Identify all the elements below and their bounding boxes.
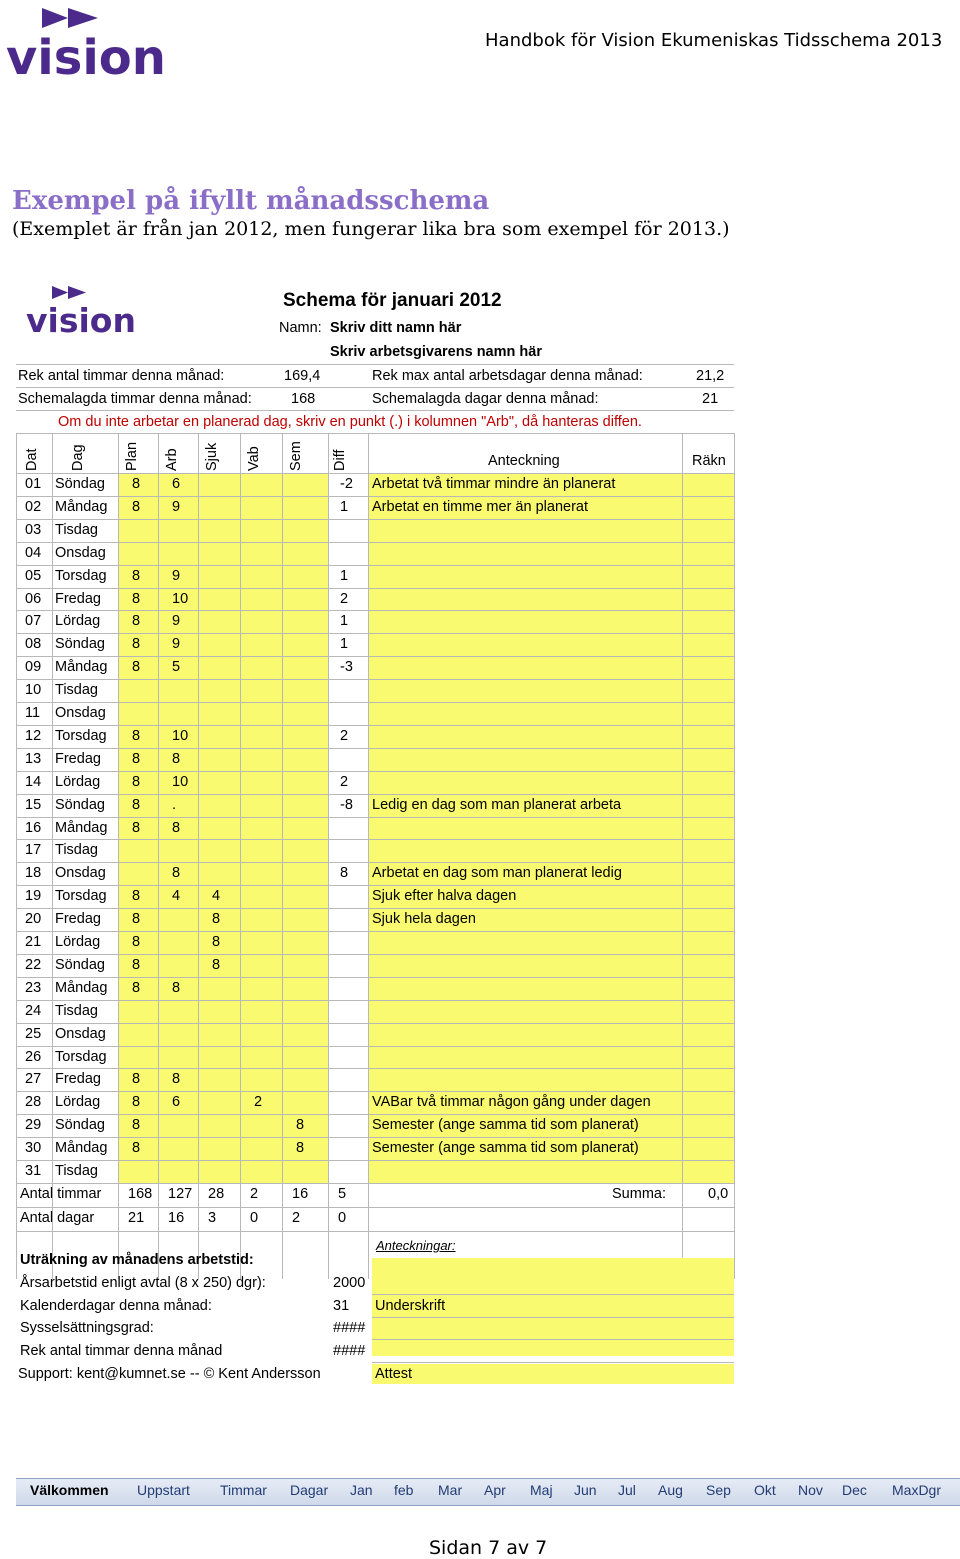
row-line	[16, 656, 734, 657]
cell-note: Sjuk hela dagen	[372, 911, 476, 928]
row-line	[16, 610, 734, 611]
cell-dag: Lördag	[55, 1094, 101, 1111]
column-header-dag: Dag	[70, 444, 86, 471]
cell-plan: 8	[132, 956, 141, 973]
sheet-tab-sep[interactable]: Sep	[706, 1482, 731, 1498]
column-line	[282, 433, 283, 1279]
row-line	[16, 702, 734, 703]
cell-diff: 1	[340, 613, 349, 630]
cell-dat: 01	[25, 476, 42, 492]
cell-plan: 8	[132, 911, 141, 928]
sheet-tab-dagar[interactable]: Dagar	[290, 1482, 329, 1498]
column-line	[328, 433, 329, 1279]
row-line	[16, 885, 734, 886]
cell-dat: 15	[25, 796, 42, 813]
column-line	[682, 433, 683, 1279]
column-line	[240, 433, 241, 1279]
name-value: Skriv ditt namn här	[330, 320, 462, 336]
row-line	[16, 565, 734, 566]
total-line	[16, 1207, 734, 1208]
cell-dat: 17	[25, 842, 42, 859]
cell-note: Sjuk efter halva dagen	[372, 888, 517, 905]
cell-dag: Måndag	[55, 1140, 108, 1157]
cell-arb: 9	[172, 636, 181, 653]
row-line	[16, 633, 734, 634]
sheet-tab-uppstart[interactable]: Uppstart	[137, 1482, 190, 1498]
cell-dag: Tisdag	[55, 842, 98, 859]
summa-label: Summa:	[612, 1185, 666, 1202]
cell-arb: 8	[172, 1071, 181, 1088]
sheet-tab-nov[interactable]: Nov	[798, 1482, 823, 1498]
input-area-notes	[368, 473, 734, 1183]
cell-plan: 8	[132, 796, 141, 813]
column-header-sem: Sem	[288, 441, 304, 471]
cell-dat: 16	[25, 819, 42, 836]
cell-dag: Lördag	[55, 934, 101, 950]
vision-logo	[6, 6, 166, 83]
column-header-sjuk: Sjuk	[204, 442, 220, 471]
column-header-dat: Dat	[24, 448, 40, 471]
sheet-tab-apr[interactable]: Apr	[484, 1482, 506, 1498]
column-header-anteckning: Anteckning	[488, 453, 560, 469]
total-vab: 0	[250, 1209, 259, 1226]
cell-note: Semester (ange samma tid som planerat)	[372, 1117, 639, 1134]
cell-diff: 1	[340, 567, 349, 584]
sheet-tab-välkommen[interactable]: Välkommen	[30, 1482, 109, 1498]
cell-dag: Måndag	[55, 819, 108, 836]
column-line	[52, 433, 53, 1279]
row-line	[16, 1114, 734, 1115]
cell-arb: 8	[172, 819, 181, 836]
cell-dat: 22	[25, 956, 42, 973]
cell-plan: 8	[132, 498, 141, 515]
calc-label: Kalenderdagar denna månad:	[20, 1297, 212, 1314]
column-line	[118, 433, 119, 1279]
cell-arb: 10	[172, 773, 189, 790]
scheduled-hours-value: 168	[291, 391, 316, 407]
cell-dat: 28	[25, 1094, 42, 1111]
row-line	[16, 588, 734, 589]
cell-plan: 8	[132, 613, 141, 630]
column-header-vab: Vab	[246, 446, 262, 471]
cell-dag: Torsdag	[55, 727, 107, 744]
row-line	[16, 1160, 734, 1161]
calc-value: 31	[333, 1297, 350, 1314]
scheduled-days-value: 21	[702, 391, 719, 407]
svg-text:vision: vision	[6, 30, 166, 78]
sheet-tab-feb[interactable]: feb	[394, 1482, 414, 1498]
sheet-tab-maj[interactable]: Maj	[530, 1482, 553, 1498]
cell-diff: 2	[340, 727, 349, 744]
cell-dat: 19	[25, 888, 42, 905]
calc-value: 2000	[333, 1274, 366, 1291]
total-vab: 2	[250, 1185, 259, 1202]
calc-label: Sysselsättningsgrad:	[20, 1320, 154, 1337]
total-plan: 168	[128, 1185, 153, 1202]
calc-title: Uträkning av månadens arbetstid:	[20, 1251, 254, 1268]
column-line	[734, 433, 735, 1279]
total-arb: 127	[168, 1185, 193, 1202]
row-line	[16, 1068, 734, 1069]
cell-plan: 8	[132, 979, 141, 996]
sheet-tab-timmar[interactable]: Timmar	[220, 1482, 267, 1498]
row-line	[16, 542, 734, 543]
cell-dat: 24	[25, 1002, 42, 1019]
cell-dat: 10	[25, 682, 42, 699]
cell-vab: 2	[254, 1094, 263, 1111]
row-line	[16, 771, 734, 772]
cell-note: Arbetat en dag som man planerat ledig	[372, 865, 622, 882]
rek-hours-value: 169,4	[284, 368, 321, 384]
cell-dat: 25	[25, 1025, 42, 1042]
column-header-plan: Plan	[124, 441, 140, 471]
cell-dat: 14	[25, 773, 42, 790]
sheet-tab-jun[interactable]: Jun	[574, 1482, 597, 1498]
cell-note: VABar två timmar någon gång under dagen	[372, 1094, 651, 1111]
cell-sjuk: 8	[212, 911, 221, 928]
cell-dat: 02	[25, 498, 42, 515]
cell-dag: Tisdag	[55, 521, 98, 538]
cell-plan: 8	[132, 773, 141, 790]
cell-dag: Onsdag	[55, 705, 106, 721]
input-area-hours	[118, 473, 328, 1183]
cell-dat: 31	[25, 1163, 42, 1179]
row-line	[16, 519, 734, 520]
row-line	[16, 908, 734, 909]
column-line	[158, 433, 159, 1279]
total-plan: 21	[128, 1209, 145, 1226]
cell-arb: 8	[172, 979, 181, 996]
cell-dat: 04	[25, 544, 42, 561]
total-label: Antal dagar	[20, 1209, 95, 1226]
cell-plan: 8	[132, 590, 141, 607]
cell-arb: 9	[172, 498, 181, 515]
cell-arb: 4	[172, 888, 181, 905]
row-line	[16, 862, 734, 863]
row-line	[16, 1000, 734, 1001]
cell-dag: Torsdag	[55, 888, 107, 905]
total-line	[16, 1231, 734, 1232]
sheet-title: Schema för januari 2012	[283, 290, 502, 311]
row-line	[16, 679, 734, 680]
header-line	[16, 433, 734, 434]
row-line	[16, 1137, 734, 1138]
cell-sjuk: 8	[212, 956, 221, 973]
cell-plan: 8	[132, 567, 141, 584]
calc-label: Rek antal timmar denna månad	[20, 1343, 223, 1359]
cell-arb: 10	[172, 727, 189, 744]
cell-dat: 29	[25, 1117, 42, 1134]
scheduled-hours-label: Schemalagda timmar denna månad:	[18, 391, 252, 407]
lower-line	[372, 1317, 734, 1318]
sheet-vision-logo	[26, 286, 138, 341]
cell-dag: Fredag	[55, 750, 101, 767]
header-title: Handbok för Vision Ekumeniskas Tidsschema 2013	[485, 30, 943, 51]
column-line	[368, 433, 369, 1279]
row-line	[16, 839, 734, 840]
total-label: Antal timmar	[20, 1185, 102, 1202]
cell-diff: -2	[340, 476, 353, 492]
row-line	[16, 1046, 734, 1047]
column-header-rakn: Räkn	[692, 453, 726, 469]
cell-diff: 8	[340, 865, 349, 882]
cell-dag: Söndag	[55, 636, 105, 653]
cell-dag: Måndag	[55, 659, 108, 676]
sheet-tab-okt[interactable]: Okt	[754, 1482, 776, 1498]
name-label: Namn:	[279, 320, 322, 336]
lower-line	[372, 1294, 734, 1295]
cell-dag: Lördag	[55, 773, 101, 790]
anteckningar-label: Anteckningar:	[376, 1237, 456, 1253]
underskrift-label: Underskrift	[375, 1297, 446, 1314]
total-sem: 16	[292, 1185, 309, 1202]
cell-dag: Onsdag	[55, 865, 106, 882]
cell-dat: 13	[25, 750, 42, 767]
cell-dat: 08	[25, 636, 42, 653]
row-line	[16, 748, 734, 749]
total-sjuk: 28	[208, 1185, 225, 1202]
cell-diff: 1	[340, 636, 349, 653]
cell-plan: 8	[132, 1117, 141, 1134]
cell-arb: 6	[172, 476, 181, 492]
employer-name: Skriv arbetsgivarens namn här	[330, 344, 542, 360]
page-footer: Sidan 7 av 7	[429, 1537, 548, 1559]
cell-dat: 26	[25, 1048, 42, 1065]
cell-dat: 12	[25, 727, 42, 744]
cell-dat: 18	[25, 865, 42, 882]
total-sem: 2	[292, 1209, 301, 1226]
cell-arb: 9	[172, 567, 181, 584]
column-line	[16, 433, 17, 1279]
cell-plan: 8	[132, 1140, 141, 1157]
cell-dag: Söndag	[55, 476, 105, 492]
sheet-tab-jan[interactable]: Jan	[350, 1482, 373, 1498]
summa-value: 0,0	[708, 1185, 729, 1202]
cell-diff: 2	[340, 590, 349, 607]
cell-arb: 6	[172, 1094, 181, 1111]
cell-note: Semester (ange samma tid som planerat)	[372, 1140, 639, 1157]
column-line	[198, 433, 199, 1279]
cell-sjuk: 4	[212, 888, 221, 905]
cell-note: Arbetat två timmar mindre än planerat	[372, 476, 616, 492]
scheduled-days-label: Schemalagda dagar denna månad:	[372, 391, 599, 407]
cell-dag: Tisdag	[55, 1002, 98, 1019]
support-text: Support: kent@kumnet.se -- © Kent Andersson	[18, 1365, 321, 1382]
max-days-value: 21,2	[696, 368, 725, 384]
cell-dag: Torsdag	[55, 1048, 107, 1065]
cell-dat: 09	[25, 659, 42, 676]
cell-dag: Söndag	[55, 956, 105, 973]
row-line	[16, 496, 734, 497]
row-line	[16, 1091, 734, 1092]
cell-arb: 5	[172, 659, 181, 676]
cell-sem: 8	[296, 1117, 305, 1134]
row-line	[16, 473, 734, 474]
cell-arb: 8	[172, 865, 181, 882]
document-title: Exempel på ifyllt månadsschema	[12, 186, 490, 216]
cell-plan: 8	[132, 636, 141, 653]
cell-diff: -8	[340, 796, 353, 813]
cell-dag: Lördag	[55, 613, 101, 630]
cell-arb: 10	[172, 590, 189, 607]
rek-hours-label: Rek antal timmar denna månad:	[18, 368, 225, 384]
cell-plan: 8	[132, 1071, 141, 1088]
cell-dat: 11	[25, 705, 41, 721]
cell-dat: 07	[25, 613, 42, 630]
cell-plan: 8	[132, 659, 141, 676]
total-arb: 16	[168, 1209, 185, 1226]
document-subtitle: (Exemplet är från jan 2012, men fungerar lika bra som exempel för 2013.)	[12, 218, 730, 240]
cell-dat: 23	[25, 979, 42, 996]
row-line	[16, 1023, 734, 1024]
cell-dat: 05	[25, 567, 42, 584]
cell-diff: 2	[340, 773, 349, 790]
row-line	[16, 931, 734, 932]
calc-value: ####	[333, 1320, 366, 1337]
attest-area	[372, 1364, 734, 1384]
cell-dat: 21	[25, 934, 42, 950]
svg-text:vision: vision	[26, 301, 136, 336]
cell-dag: Fredag	[55, 911, 101, 928]
row-line	[16, 954, 734, 955]
cell-dag: Fredag	[55, 1071, 101, 1088]
sheet-tab-maxdgr[interactable]: MaxDgr	[892, 1482, 942, 1498]
cell-sjuk: 8	[212, 934, 221, 950]
total-diff: 5	[338, 1185, 347, 1202]
cell-dat: 20	[25, 911, 42, 928]
cell-diff: 1	[340, 498, 349, 515]
calc-label: Årsarbetstid enligt avtal (8 x 250) dgr):	[20, 1274, 266, 1291]
sheet-tab-mar[interactable]: Mar	[438, 1482, 463, 1498]
cell-dat: 27	[25, 1071, 42, 1088]
cell-plan: 8	[132, 1094, 141, 1111]
row-line	[16, 1183, 734, 1184]
sheet-tab-dec[interactable]: Dec	[842, 1482, 867, 1498]
cell-dag: Fredag	[55, 590, 101, 607]
cell-dag: Måndag	[55, 498, 108, 515]
lower-line	[372, 1339, 734, 1340]
cell-plan: 8	[132, 888, 141, 905]
cell-dat: 30	[25, 1140, 42, 1157]
cell-arb: 8	[172, 750, 181, 767]
row-line	[16, 977, 734, 978]
cell-plan: 8	[132, 476, 141, 492]
cell-diff: -3	[340, 659, 353, 676]
row-line	[16, 794, 734, 795]
lower-line	[372, 1362, 734, 1363]
cell-dat: 03	[25, 521, 42, 538]
cell-plan: 8	[132, 750, 141, 767]
cell-dat: 06	[25, 590, 42, 607]
cell-dag: Tisdag	[55, 1163, 98, 1179]
cell-dag: Tisdag	[55, 682, 98, 699]
max-days-label: Rek max antal arbetsdagar denna månad:	[372, 368, 643, 384]
total-diff: 0	[338, 1209, 347, 1226]
cell-arb: .	[172, 796, 177, 813]
column-header-diff: Diff	[332, 449, 348, 471]
calc-value: ####	[333, 1343, 366, 1359]
cell-dag: Söndag	[55, 796, 105, 813]
cell-dag: Onsdag	[55, 544, 106, 561]
cell-dag: Måndag	[55, 979, 108, 996]
cell-note: Arbetat en timme mer än planerat	[372, 498, 588, 515]
cell-arb: 9	[172, 613, 181, 630]
attest-label: Attest	[375, 1365, 413, 1382]
cell-plan: 8	[132, 819, 141, 836]
sheet-tab-jul[interactable]: Jul	[618, 1482, 636, 1498]
column-header-arb: Arb	[164, 448, 180, 471]
cell-plan: 8	[132, 727, 141, 744]
cell-dag: Torsdag	[55, 567, 107, 584]
total-sjuk: 3	[208, 1209, 217, 1226]
cell-note: Ledig en dag som man planerat arbeta	[372, 796, 622, 813]
cell-sem: 8	[296, 1140, 305, 1157]
sheet-tab-aug[interactable]: Aug	[658, 1482, 683, 1498]
cell-dag: Onsdag	[55, 1025, 106, 1042]
row-line	[16, 725, 734, 726]
instruction-note: Om du inte arbetar en planerad dag, skriv en punkt (.) i kolumnen "Arb", då hanteras diffen.	[58, 414, 642, 430]
cell-plan: 8	[132, 934, 141, 950]
cell-dag: Söndag	[55, 1117, 105, 1134]
row-line	[16, 817, 734, 818]
